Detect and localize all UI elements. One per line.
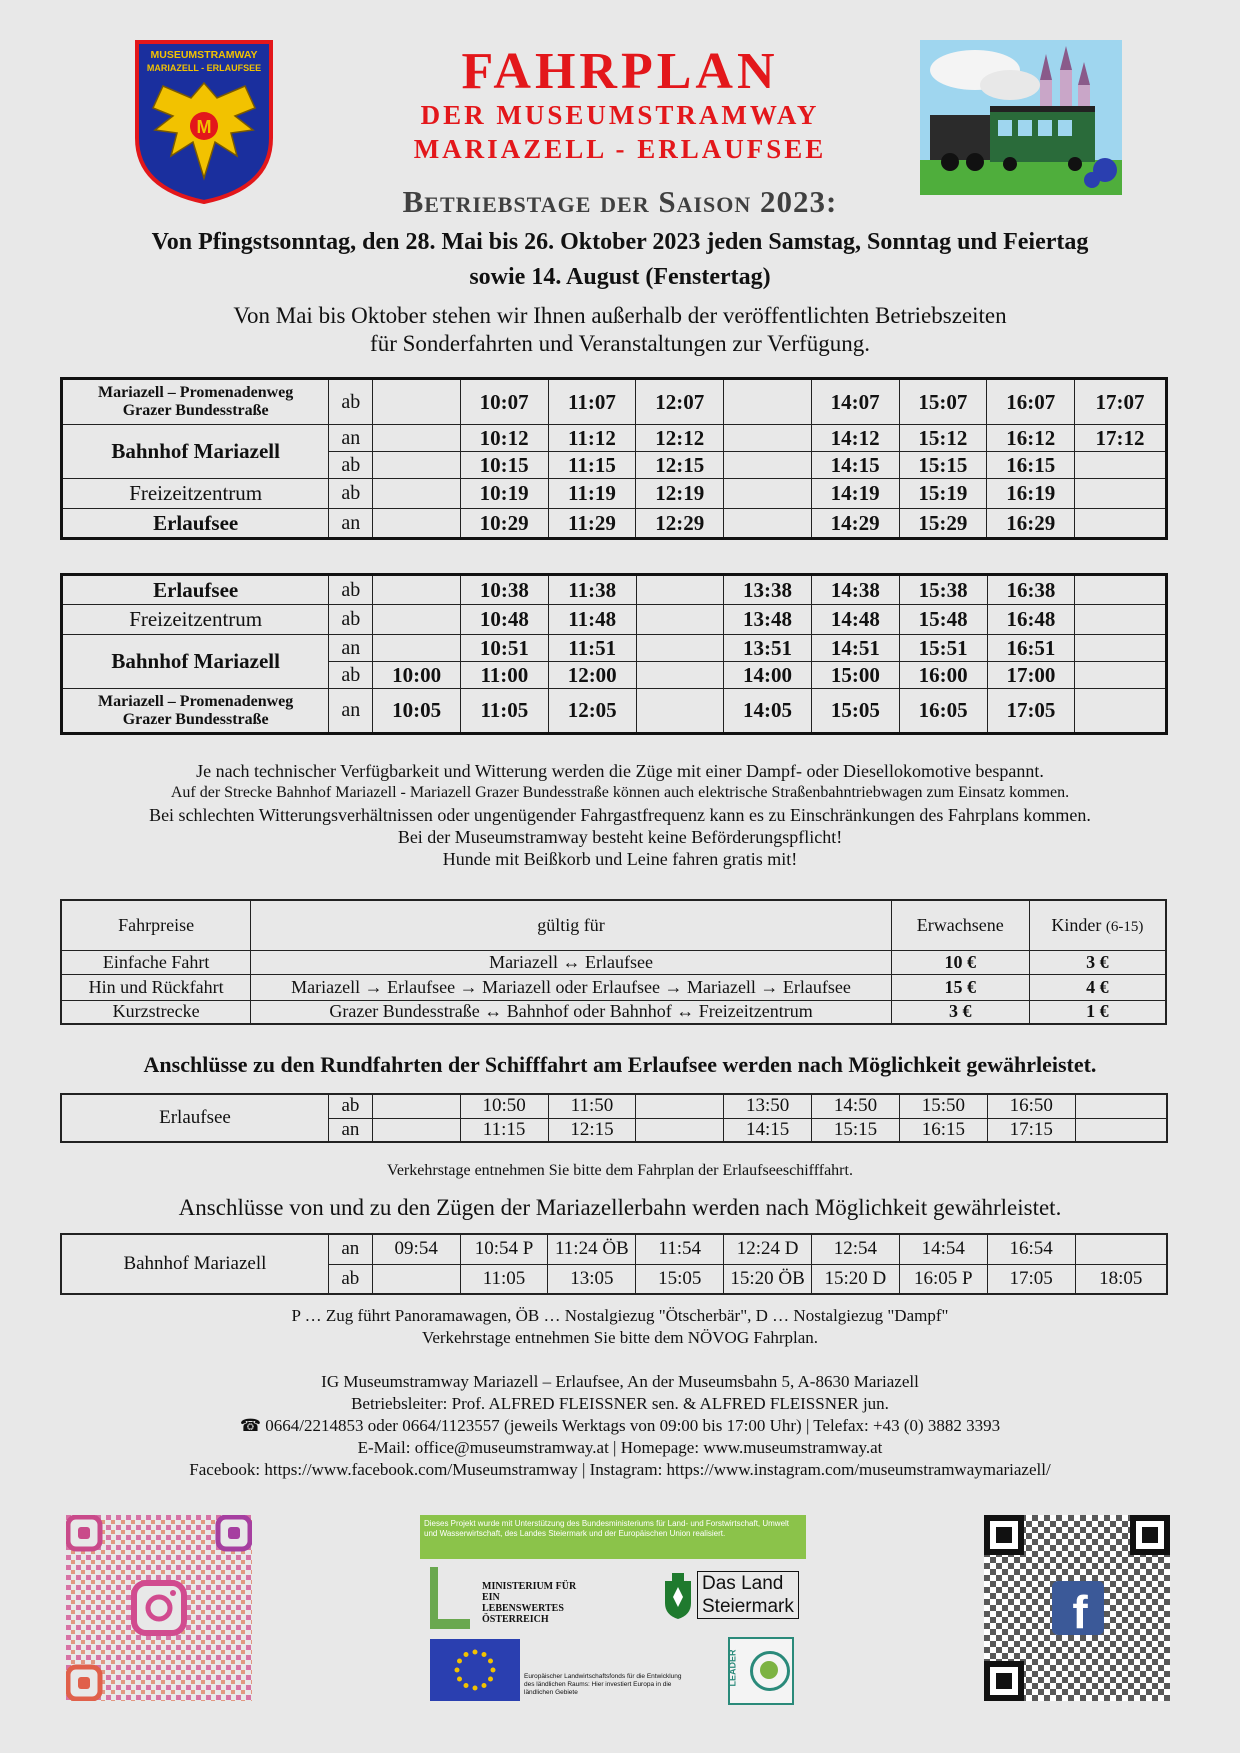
- time-cell: 12:54: [811, 1234, 899, 1264]
- fare-type: Hin und Rückfahrt: [61, 974, 251, 1000]
- table-row: [62, 479, 1167, 509]
- time-cell: 15:29: [899, 509, 987, 539]
- arr-dep-label: an: [329, 509, 373, 539]
- rail-legend-line: P … Zug führt Panoramawagen, ÖB … Nostalgiezug "Ötscherbär", D … Nostalgiezug "Dampf": [291, 1306, 949, 1325]
- notes-block: [0, 760, 1240, 870]
- time-cell: 10:48: [461, 605, 549, 635]
- phone-line: ☎ 0664/2214853 oder 0664/1123557 (jeweils Werktags von 09:00 bis 17:00 Uhr) | Telefax: +43 (0) 3882 3393: [239, 1416, 1001, 1435]
- table-header-row: [61, 900, 1166, 950]
- stop-name: Bahnhof Mariazell: [62, 635, 329, 689]
- qr-code-icon: [66, 1515, 252, 1701]
- note-line: Auf der Strecke Bahnhof Mariazell - Mariazell Grazer Bundesstraße können auch elektrische Straßenbahntriebwagen zum Einsatz kommen.: [170, 784, 1070, 801]
- manager-line: Betriebsleiter: Prof. ALFRED FLEISSNER sen. & ALFRED FLEISSNER jun.: [351, 1394, 889, 1413]
- time-cell: [373, 509, 461, 539]
- time-cell: [1075, 662, 1167, 689]
- arr-dep-label: ab: [328, 1264, 372, 1294]
- time-cell: [636, 662, 724, 689]
- time-cell: 14:19: [811, 479, 899, 509]
- svg-text:MARIAZELL - ERLAUFSEE: MARIAZELL - ERLAUFSEE: [146, 63, 262, 73]
- table-row: [61, 974, 1166, 1000]
- time-cell: [724, 509, 812, 539]
- time-cell: 17:07: [1075, 379, 1167, 425]
- arr-dep-label: ab: [329, 379, 373, 425]
- table-row: [61, 1000, 1166, 1024]
- fare-child: 4 €: [1029, 974, 1166, 1000]
- note-line: Je nach technischer Verfügbarkeit und Witterung werden die Züge mit einer Dampf- oder Diesellokomotive bespannt.: [196, 761, 1044, 781]
- time-cell: [1075, 452, 1167, 479]
- fare-child: 1 €: [1029, 1000, 1166, 1024]
- time-cell: [1075, 1118, 1167, 1142]
- time-cell: 15:20 D: [811, 1264, 899, 1294]
- time-cell: 11:51: [548, 635, 636, 662]
- time-cell: 17:12: [1075, 425, 1167, 452]
- time-cell: 13:50: [724, 1094, 812, 1118]
- time-cell: 18:05: [1075, 1264, 1167, 1294]
- arr-dep-label: an: [328, 1118, 372, 1142]
- time-cell: 10:15: [460, 452, 548, 479]
- info-line1: Von Mai bis Oktober stehen wir Ihnen außerhalb der veröffentlichten Betriebszeiten: [233, 303, 1007, 328]
- table-row: [62, 635, 1167, 662]
- time-cell: 16:19: [987, 479, 1075, 509]
- steiermark-crest-icon: [663, 1571, 693, 1621]
- time-cell: 16:51: [987, 635, 1075, 662]
- stop-name: Bahnhof Mariazell: [61, 1234, 328, 1294]
- time-cell: 17:15: [987, 1118, 1075, 1142]
- info-line2: für Sonderfahrten und Veranstaltungen zur Verfügung.: [370, 331, 870, 356]
- table-row: [61, 1234, 1167, 1264]
- sponsor-logos: [420, 1515, 806, 1705]
- leader-logo: [728, 1637, 794, 1705]
- time-cell: [372, 1118, 460, 1142]
- facebook-qr-code[interactable]: [984, 1515, 1170, 1701]
- table-row: [62, 379, 1167, 425]
- time-cell: 12:05: [548, 689, 636, 734]
- fare-table: [60, 899, 1167, 1025]
- time-cell: [1075, 635, 1167, 662]
- stop-name: Erlaufsee: [62, 509, 329, 539]
- time-cell: 11:07: [548, 379, 636, 425]
- time-cell: 13:48: [724, 605, 812, 635]
- time-cell: 13:05: [548, 1264, 636, 1294]
- time-cell: 11:15: [460, 1118, 548, 1142]
- time-cell: 17:00: [987, 662, 1075, 689]
- time-cell: 10:19: [460, 479, 548, 509]
- time-cell: 11:15: [548, 452, 636, 479]
- subtitle-line1: DER MUSEUMSTRAMWAY: [420, 100, 820, 130]
- time-cell: 16:00: [899, 662, 987, 689]
- time-cell: 11:50: [548, 1094, 636, 1118]
- ministry-name: MINISTERIUM FÜR EIN LEBENSWERTES ÖSTERREICH: [482, 1581, 577, 1625]
- time-cell: 17:05: [987, 1264, 1075, 1294]
- eu-stars-icon: [430, 1639, 520, 1701]
- time-cell: [373, 575, 461, 605]
- fare-adult: 3 €: [891, 1000, 1029, 1024]
- time-cell: 12:19: [636, 479, 724, 509]
- qr-code-icon: [984, 1515, 1170, 1701]
- ministry-logo: [430, 1567, 610, 1633]
- time-cell: 14:12: [811, 425, 899, 452]
- time-cell: 15:05: [811, 689, 899, 734]
- time-cell: 11:00: [461, 662, 549, 689]
- time-cell: 11:19: [548, 479, 636, 509]
- social-links-line: Facebook: https://www.facebook.com/Museumstramway | Instagram: https://www.instagram.com/museumstramwaymariazell/: [189, 1460, 1051, 1479]
- time-cell: 09:54: [372, 1234, 460, 1264]
- table-row: [62, 605, 1167, 635]
- stop-name: Freizeitzentrum: [62, 479, 329, 509]
- svg-text:M: M: [196, 117, 212, 137]
- time-cell: [1075, 605, 1167, 635]
- table-row: [62, 575, 1167, 605]
- table-row: [62, 509, 1167, 539]
- arr-dep-label: an: [328, 1234, 372, 1264]
- time-cell: 12:12: [636, 425, 724, 452]
- time-cell: 16:29: [987, 509, 1075, 539]
- time-cell: 10:07: [460, 379, 548, 425]
- time-cell: 15:20 ÖB: [724, 1264, 812, 1294]
- time-cell: 14:15: [724, 1118, 812, 1142]
- eu-fund-text: Europäischer Landwirtschaftsfonds für die Entwicklung des ländlichen Raums: Hier investiert Europa in die ländlichen Gebiete: [524, 1673, 682, 1696]
- time-cell: 15:48: [899, 605, 987, 635]
- period-line2: sowie 14. August (Fenstertag): [469, 264, 771, 290]
- address-line: IG Museumstramway Mariazell – Erlaufsee, An der Museumsbahn 5, A-8630 Mariazell: [321, 1372, 919, 1391]
- svg-text:MUSEUMSTRAMWAY: MUSEUMSTRAMWAY: [150, 49, 258, 61]
- time-cell: [1075, 479, 1167, 509]
- arr-dep-label: ab: [329, 662, 373, 689]
- stop-name: Bahnhof Mariazell: [62, 425, 329, 479]
- time-cell: [373, 479, 461, 509]
- time-cell: 16:12: [987, 425, 1075, 452]
- stop-name: Freizeitzentrum: [62, 605, 329, 635]
- time-cell: [373, 379, 461, 425]
- time-cell: 11:12: [548, 425, 636, 452]
- time-cell: [373, 452, 461, 479]
- time-cell: 16:05 P: [899, 1264, 987, 1294]
- time-cell: 10:12: [460, 425, 548, 452]
- season-heading: Betriebstage der Saison 2023:: [402, 184, 838, 219]
- time-cell: 14:07: [811, 379, 899, 425]
- time-cell: 11:48: [548, 605, 636, 635]
- stop-name: Erlaufsee: [61, 1094, 328, 1142]
- table-row: [61, 950, 1166, 974]
- arr-dep-label: ab: [329, 575, 373, 605]
- time-cell: 16:48: [987, 605, 1075, 635]
- time-cell: 17:05: [987, 689, 1075, 734]
- subtitle-line2: MARIAZELL - ERLAUFSEE: [413, 134, 827, 164]
- time-cell: 15:19: [899, 479, 987, 509]
- rail-legend: [0, 1305, 1240, 1349]
- arr-dep-label: an: [329, 635, 373, 662]
- time-cell: 16:07: [987, 379, 1075, 425]
- time-cell: [724, 425, 812, 452]
- arr-dep-label: ab: [329, 452, 373, 479]
- fare-adult: 10 €: [891, 950, 1029, 974]
- time-cell: 12:29: [636, 509, 724, 539]
- time-cell: 10:00: [373, 662, 461, 689]
- time-cell: 10:51: [461, 635, 549, 662]
- ship-heading: Anschlüsse zu den Rundfahrten der Schifffahrt am Erlaufsee werden nach Möglichkeit gewährleistet.: [143, 1052, 1097, 1077]
- time-cell: 16:05: [899, 689, 987, 734]
- time-cell: [636, 605, 724, 635]
- time-cell: 15:15: [899, 452, 987, 479]
- ship-note: Verkehrstage entnehmen Sie bitte dem Fahrplan der Erlaufseeschifffahrt.: [387, 1162, 853, 1179]
- time-cell: [724, 479, 812, 509]
- time-cell: [724, 379, 812, 425]
- stop-name: Mariazell – Promenadenweg Grazer Bundesstraße: [62, 689, 329, 734]
- rail-legend-line: Verkehrstage entnehmen Sie bitte dem NÖVOG Fahrplan.: [421, 1328, 819, 1347]
- timetable-to-erlaufsee: [60, 377, 1168, 540]
- ship-connections-table: [60, 1093, 1168, 1143]
- time-cell: 15:50: [899, 1094, 987, 1118]
- rail-connections-table: [60, 1233, 1168, 1295]
- timetable-to-mariazell: [60, 573, 1168, 735]
- time-cell: [1075, 1234, 1167, 1264]
- stop-name: Mariazell – Promenadenweg Grazer Bundesstraße: [62, 379, 329, 425]
- time-cell: 14:54: [899, 1234, 987, 1264]
- time-cell: 16:50: [987, 1094, 1075, 1118]
- facebook-icon: f: [1072, 1586, 1088, 1638]
- time-cell: [724, 452, 812, 479]
- time-cell: 11:54: [636, 1234, 724, 1264]
- time-cell: 15:07: [899, 379, 987, 425]
- time-cell: 12:24 D: [724, 1234, 812, 1264]
- time-cell: [373, 605, 461, 635]
- time-cell: 10:54 P: [460, 1234, 548, 1264]
- time-cell: 16:15: [987, 452, 1075, 479]
- steiermark-logo: [663, 1569, 803, 1625]
- time-cell: 14:51: [811, 635, 899, 662]
- time-cell: 11:38: [548, 575, 636, 605]
- rail-heading: Anschlüsse von und zu den Zügen der Mariazellerbahn werden nach Möglichkeit gewährleistet.: [178, 1195, 1062, 1220]
- steiermark-text: Steiermark: [702, 1596, 794, 1617]
- note-line: Hunde mit Beißkorb und Leine fahren gratis mit!: [442, 849, 798, 869]
- sponsor-banner: Dieses Projekt wurde mit Unterstützung des Bundesministeriums für Land- und Forstwirtschaft, Umwelt und Wasserwirtschaft, des Landes Steiermark und der Europäischen Union realisiert.: [420, 1515, 806, 1559]
- time-cell: 11:05: [461, 689, 549, 734]
- note-line: Bei schlechten Witterungsverhältnissen oder ungenügender Fahrgastfrequenz kann es zu Einschränkungen des Fahrplans kommen.: [149, 805, 1091, 825]
- eu-logo: [430, 1639, 520, 1701]
- contact-block: [0, 1371, 1240, 1481]
- time-cell: 14:00: [724, 662, 812, 689]
- time-cell: 11:24 ÖB: [548, 1234, 636, 1264]
- time-cell: 11:05: [460, 1264, 548, 1294]
- time-cell: [636, 635, 724, 662]
- time-cell: 12:07: [636, 379, 724, 425]
- time-cell: [1075, 575, 1167, 605]
- time-cell: 16:15: [899, 1118, 987, 1142]
- time-cell: 10:29: [460, 509, 548, 539]
- time-cell: 14:38: [811, 575, 899, 605]
- table-row: [61, 1094, 1167, 1118]
- time-cell: 15:15: [812, 1118, 900, 1142]
- time-cell: 10:38: [461, 575, 549, 605]
- period-line1: Von Pfingstsonntag, den 28. Mai bis 26. Oktober 2023 jeden Samstag, Sonntag und Feiertag: [151, 229, 1089, 255]
- time-cell: 14:50: [812, 1094, 900, 1118]
- time-cell: 14:15: [811, 452, 899, 479]
- time-cell: 16:54: [987, 1234, 1075, 1264]
- instagram-qr-code[interactable]: [66, 1515, 252, 1701]
- steiermark-text: Das Land: [702, 1573, 784, 1594]
- time-cell: 11:29: [548, 509, 636, 539]
- time-cell: [1075, 509, 1167, 539]
- time-cell: 15:51: [899, 635, 987, 662]
- time-cell: [636, 575, 724, 605]
- time-cell: [373, 425, 461, 452]
- fare-child: 3 €: [1029, 950, 1166, 974]
- arr-dep-label: ab: [329, 605, 373, 635]
- fare-type: Kurzstrecke: [61, 1000, 251, 1024]
- time-cell: [372, 1264, 460, 1294]
- column-header: Fahrpreise: [61, 900, 251, 950]
- time-cell: 15:05: [636, 1264, 724, 1294]
- time-cell: 15:12: [899, 425, 987, 452]
- fare-route: Mariazell ↔ Erlaufsee: [251, 950, 892, 974]
- time-cell: [636, 1118, 724, 1142]
- time-cell: [1075, 1094, 1167, 1118]
- email-homepage-line: E-Mail: office@museumstramway.at | Homepage: www.museumstramway.at: [357, 1438, 883, 1457]
- fare-route: Grazer Bundesstraße ↔ Bahnhof oder Bahnhof ↔ Freizeitzentrum: [251, 1000, 892, 1024]
- arr-dep-label: ab: [328, 1094, 372, 1118]
- table-row: [62, 425, 1167, 452]
- time-cell: 15:38: [899, 575, 987, 605]
- page-title: FAHRPLAN: [461, 43, 779, 100]
- time-cell: 13:51: [724, 635, 812, 662]
- arr-dep-label: an: [329, 425, 373, 452]
- fare-adult: 15 €: [891, 974, 1029, 1000]
- time-cell: 12:00: [548, 662, 636, 689]
- time-cell: [1075, 689, 1167, 734]
- time-cell: 10:50: [460, 1094, 548, 1118]
- time-cell: [373, 635, 461, 662]
- leader-text: LEADER: [727, 1649, 738, 1687]
- column-header: Kinder (6-15): [1029, 900, 1166, 950]
- time-cell: 10:05: [373, 689, 461, 734]
- time-cell: 15:00: [811, 662, 899, 689]
- column-header: Erwachsene: [891, 900, 1029, 950]
- fare-type: Einfache Fahrt: [61, 950, 251, 974]
- time-cell: 14:48: [811, 605, 899, 635]
- time-cell: 12:15: [548, 1118, 636, 1142]
- time-cell: [372, 1094, 460, 1118]
- time-cell: 12:15: [636, 452, 724, 479]
- column-header: gültig für: [251, 900, 892, 950]
- time-cell: [636, 1094, 724, 1118]
- note-line: Bei der Museumstramway besteht keine Beförderungspflicht!: [397, 827, 843, 847]
- time-cell: 14:29: [811, 509, 899, 539]
- time-cell: [636, 689, 724, 734]
- table-row: [62, 689, 1167, 734]
- arr-dep-label: ab: [329, 479, 373, 509]
- arr-dep-label: an: [329, 689, 373, 734]
- stop-name: Erlaufsee: [62, 575, 329, 605]
- time-cell: 13:38: [724, 575, 812, 605]
- time-cell: 14:05: [724, 689, 812, 734]
- fare-route: Mariazell → Erlaufsee → Mariazell oder Erlaufsee → Mariazell → Erlaufsee: [251, 974, 892, 1000]
- time-cell: 16:38: [987, 575, 1075, 605]
